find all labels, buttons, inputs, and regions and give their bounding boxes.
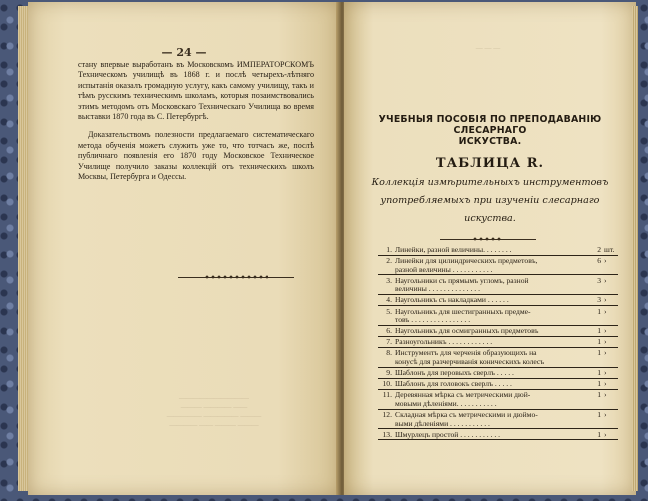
list-item (378, 380, 618, 389)
right-ornament (472, 236, 502, 242)
left-page-text (78, 60, 314, 182)
item-description (395, 308, 585, 325)
item-number: 4. (386, 295, 392, 305)
item-description-line: товъ . . . . . . . . . . . . . . . . (395, 315, 471, 325)
table-title: ТАБЛИЦА R. (435, 156, 545, 171)
item-description-line: Деревянная мѣрка съ метрическими дюй- (395, 390, 531, 400)
list-item (378, 327, 618, 336)
subtitle-line-1: Коллекція измѣрительныхъ инструментовъ (371, 177, 609, 188)
item-description (395, 257, 585, 274)
item-underline (378, 305, 618, 306)
item-number: 8. (386, 348, 392, 358)
item-quantity: 1 (597, 348, 601, 358)
left-paragraph-1: стану впервые выработанъ въ Московскомъ ИМПЕРАТОРСКОМЪ Техническомъ училищѣ въ 1868 г. и послѣ четырехъ-лѣтняго испытанія оказалъ громадную услугу, какъ самому училищу, такъ и тѣмъ русскимъ техническимъ школамъ, которыя позаимствовались этимъ методомъ отъ Московскаго Техническаго Училища во время выставки 1870 года въ С. Петербургѣ. (78, 60, 314, 122)
item-description-line: разной величины . . . . . . . . . . . (395, 264, 493, 274)
item-description (395, 380, 585, 389)
list-item (378, 411, 618, 428)
list-item (378, 296, 618, 305)
item-description-line: Разноугольникъ . . . . . . . . . . . . (395, 337, 493, 347)
item-quantity: 1 (597, 390, 601, 400)
item-description-line: конусѣ для разчерчиванія коническихъ колесъ (395, 357, 545, 367)
item-quantity: 3 (597, 295, 601, 305)
item-unit: › (604, 256, 607, 266)
right-heading-line-2: ИСКУСТВА. (458, 136, 522, 147)
item-number: 7. (386, 337, 392, 347)
list-item (378, 277, 618, 294)
item-unit: › (604, 275, 607, 285)
item-description-line: Шаблонъ для перовыхъ сверлъ . . . . . (395, 368, 514, 378)
right-page-edges (632, 6, 638, 491)
item-number: 3. (386, 275, 392, 285)
item-number: 5. (386, 306, 392, 316)
item-quantity: 1 (597, 379, 601, 389)
item-unit: › (604, 348, 607, 358)
item-unit: › (604, 379, 607, 389)
item-description (395, 431, 585, 440)
open-book (18, 2, 636, 495)
item-quantity: 1 (597, 410, 601, 419)
item-description-line: Наугольникъ для шестигранныхъ предме- (395, 306, 531, 316)
item-description-line: Шмурлецъ простой . . . . . . . . . . . (395, 429, 501, 439)
item-unit: › (604, 337, 607, 347)
item-description-line: Линейки, разной величины. . . . . . . . (395, 245, 512, 254)
item-description-line: Инструментъ для черченія образующихъ на (395, 348, 537, 358)
item-description-line: выми дѣленіями . . . . . . . . . . . (395, 418, 490, 428)
list-item (378, 369, 618, 378)
left-paragraph-2: Доказательствомъ полезности предлагаемаго систематическаго метода обученія можетъ служить уже то, что тотчасъ же, послѣ публичнаго появленія его 1870 году Московское Техническое Училище получило заказы коллекцій отъ техническихъ школъ Москвы, Петербурга и Одессы. (78, 130, 314, 182)
list-item (378, 257, 618, 274)
item-underline (378, 439, 618, 440)
item-number: 12. (382, 410, 392, 419)
item-number: 10. (382, 379, 392, 389)
item-description (395, 391, 585, 408)
item-description-line: Наугольникъ съ накладками . . . . . . (395, 295, 509, 305)
item-unit: › (604, 410, 607, 419)
item-description (395, 369, 585, 378)
item-description (395, 277, 585, 294)
item-number: 11. (382, 390, 392, 400)
item-description (395, 296, 585, 305)
item-quantity: 1 (597, 368, 601, 378)
item-description-line: Шаблонъ для головокъ сверлъ . . . . . (395, 379, 512, 389)
item-description-line: мовыми дѣленіями. . . . . . . . . . . (395, 398, 497, 408)
item-description-line: Линейки для цилиндрическихъ предметовъ, (395, 256, 538, 266)
item-unit: › (604, 326, 607, 336)
item-unit: › (604, 368, 607, 378)
bleed-page-number: — — — (475, 44, 501, 52)
list-item (378, 308, 618, 325)
item-description (395, 327, 585, 336)
item-number: 13. (382, 429, 392, 439)
subtitle-line-2: употребляемыхъ при изученіи слесарнаго (380, 195, 600, 206)
item-quantity: 6 (597, 256, 601, 266)
right-heading-line-1: УЧЕБНЫЯ ПОСОБІЯ ПО ПРЕПОДАВАНІЮ СЛЕСАРНАГО (378, 114, 602, 136)
item-quantity: 1 (597, 326, 601, 336)
item-description-line: Наугольники съ прямымъ угломъ, разной (395, 275, 529, 285)
item-description-line: величины . . . . . . . . . . . . . . (395, 284, 480, 294)
item-quantity: 2 (597, 245, 601, 254)
item-description (395, 349, 585, 366)
item-description-line: Наугольникъ для осмигранныхъ предметовъ (395, 326, 539, 336)
item-description (395, 246, 585, 255)
left-page (28, 2, 340, 495)
list-item (378, 246, 618, 255)
list-item (378, 431, 618, 440)
item-unit: › (604, 390, 607, 400)
item-description (395, 411, 585, 428)
item-description-line: Складная мѣрка съ метрическими и дюймо- (395, 410, 538, 419)
subtitle-line-3: искуства. (464, 213, 516, 224)
bleed-through-text: —————————— ——— ———— —— ————— ————— ——— ———— —— ——— ——— (166, 394, 262, 429)
item-number: 1. (386, 245, 392, 254)
item-description (395, 338, 585, 347)
item-unit: › (604, 306, 607, 316)
item-number: 9. (386, 368, 392, 378)
list-item (378, 338, 618, 347)
left-page-number: — 24 — (161, 46, 207, 59)
item-quantity: 1 (597, 337, 601, 347)
list-item (378, 349, 618, 366)
item-number: 2. (386, 256, 392, 266)
item-quantity: 1 (597, 429, 601, 439)
item-quantity: 3 (597, 275, 601, 285)
item-quantity: 1 (597, 306, 601, 316)
item-unit: › (604, 295, 607, 305)
left-ornament (204, 274, 268, 280)
item-number: 6. (386, 326, 392, 336)
item-unit: › (604, 429, 607, 439)
right-page (344, 2, 636, 495)
list-item (378, 391, 618, 408)
item-unit: шт. (604, 245, 615, 254)
instrument-list (378, 246, 618, 442)
